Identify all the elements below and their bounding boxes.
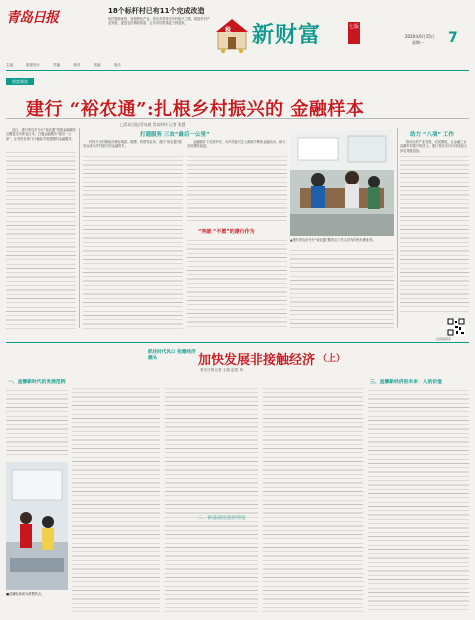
lead-headline: 建行 “裕农通”:扎根乡村振兴的 金融样本 [26, 99, 365, 120]
col-divider [397, 128, 398, 328]
lead-col-b-title: 打通服务 三农“最后一公里” [140, 132, 210, 138]
lead-col-texture [290, 248, 394, 330]
masthead [0, 0, 475, 88]
lead-byline: □青岛日报/青岛观 青岛财经 记者 张慧 [120, 122, 186, 127]
weekday: 星期一 [412, 40, 424, 45]
date: 2020年6月15日 [405, 34, 435, 39]
series-part: （上） [318, 354, 346, 364]
page-number: 7 [448, 30, 458, 46]
lead-subhead: “突破 “不愿”的建行作为 [198, 229, 255, 235]
lead-col-texture [6, 150, 76, 330]
series-col [368, 388, 469, 612]
series-col [263, 386, 363, 612]
series-col [165, 386, 258, 612]
series-headline: 加快发展非接触经济 [198, 353, 316, 368]
series-sub-1: 一、直播新时代的发展范例 [8, 380, 66, 385]
lead-col-a-text: 近日，建行青岛市分行“裕农通”普惠金融服务点覆盖全市涉农区市，打通金融服务“最后一公里”，让村民在家门口就能享受便捷的金融服务。 [6, 128, 76, 141]
lead-col-c-text: 金融服务下沉到乡村，为乡村振兴注入源源不断的金融活水，助力农民增收致富。 [187, 140, 286, 149]
series-photo [6, 462, 68, 590]
lead-col-texture [400, 154, 469, 314]
lead-col-texture [83, 154, 183, 330]
series-col [6, 388, 68, 458]
front-headline: 18个标杆村已有11个完成改造 [108, 7, 205, 15]
col-divider [79, 128, 80, 328]
lead-col-b-text: 村民不出村就能办理存取款、缴费、转账等业务，建行“裕农通”服务点成为乡村振兴的金融帮手。 [83, 140, 182, 149]
qr-caption: 扫码看更多 [436, 337, 452, 341]
lead-col-texture [187, 154, 287, 224]
lead-rule [6, 118, 469, 119]
lead-kicker: 财富聚焦 [6, 78, 34, 85]
series-sub-3: 三、直播新经济的未来：人的价值 [370, 380, 442, 385]
section-title: 新财富 [252, 22, 322, 48]
paper-logo: 青岛日报 [6, 10, 58, 26]
series-rule [6, 342, 469, 343]
lead-col-texture [187, 238, 287, 330]
qr-code [447, 318, 465, 336]
house-illustration [214, 15, 250, 53]
lead-col-d-text: 推动农村产业发展、农民增收，让金融之水浇灌乡村振兴的沃土，建行青岛市分行持续加大涉农贷款投放。 [400, 140, 467, 153]
masthead-intro: 依托资源优势、发展特色产业，青岛市坚持走乡村振兴之路，推进乡村产业发展，促进农民增收致富，让乡亲们的钱袋子鼓起来。 [108, 17, 210, 26]
series-col [72, 386, 160, 612]
lead-photo-caption: ▲建行青岛市分行“裕农通”服务点工作人员为村民办理业务。 [290, 238, 376, 242]
page-tag: 七版 [348, 22, 360, 44]
series-kicker: 抓住时代风口 抢滩经济潮头 [148, 350, 196, 361]
lead-photo [290, 130, 394, 236]
series-photo-caption: ■直播电商成为消费热点。 [6, 592, 45, 596]
tax-tag: 税 [225, 27, 232, 34]
series-byline: 青岛日报记者 王娟 赵恩 刘 [200, 368, 243, 372]
lead-col-d-title: 助力 “八项” 工作 [410, 132, 455, 138]
nav-row: 主编 版面设计 责编 校对 美编 电话 [6, 63, 121, 67]
masthead-rule [6, 70, 469, 71]
